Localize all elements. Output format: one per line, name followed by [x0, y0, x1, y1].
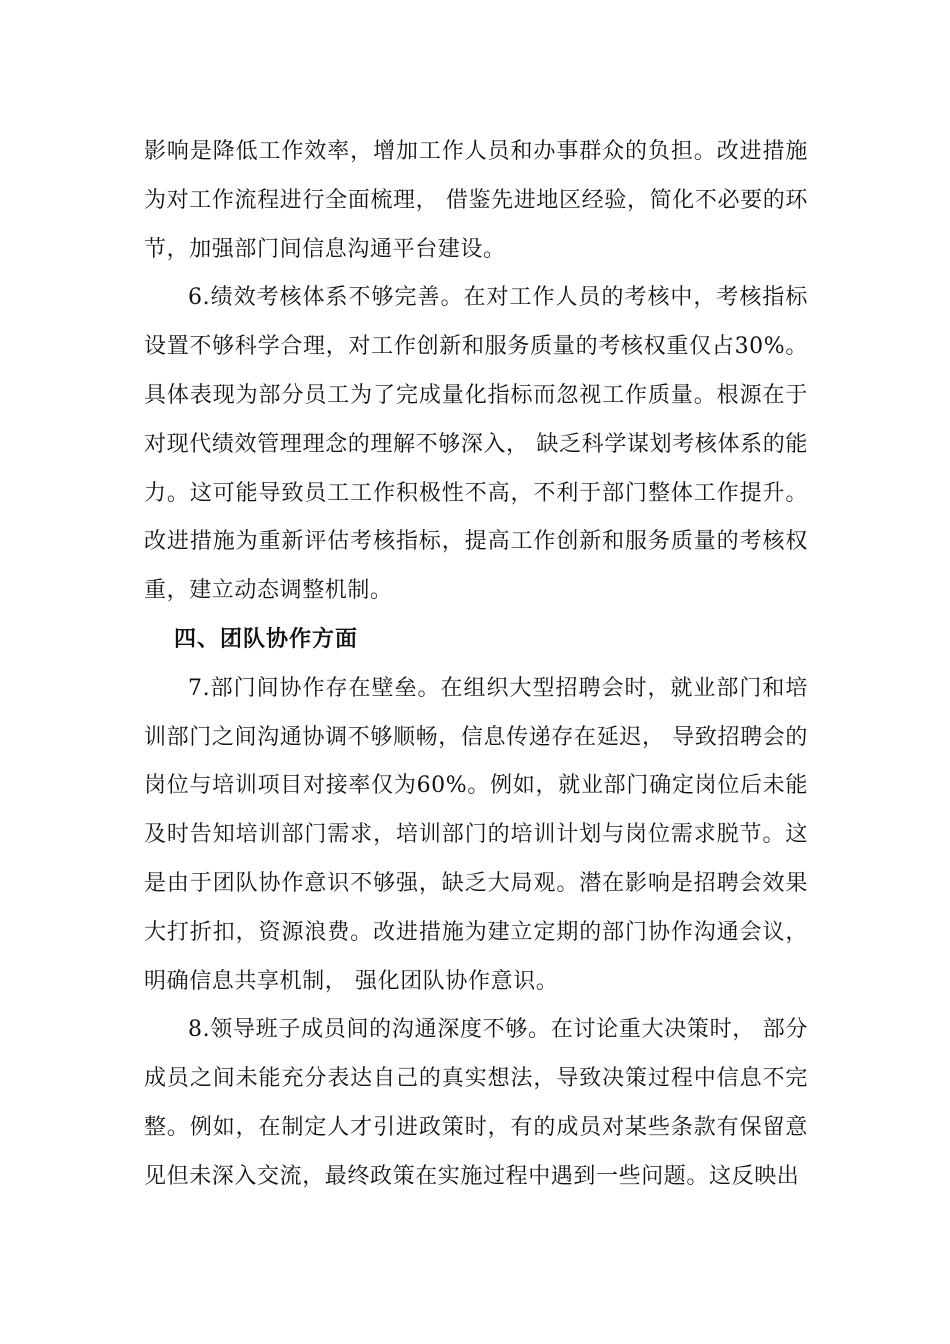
document-page: [144, 128, 808, 1202]
section-heading-team-collaboration: 四、团队协作方面: [174, 626, 359, 652]
paragraph-item-7-department-collaboration: 7.部门间协作存在壁垒。在组织大型招聘会时，就业部门和培训部门之间沟通协调不够顺畅，信息传递存在延迟， 导致招聘会的岗位与培训项目对接率仅为60%。例如，就业部门确定岗位后未能及时告知培训部门需求，培训部门的培训计划与岗位需求脱节。这是由于团队协作意识不够强，缺乏大局观。潜在影响是招聘会效果大打折扣，资源浪费。改进措施为建立定期的部门协作沟通会议，明确信息共享机制， 强化团队协作意识。: [144, 675, 808, 994]
paragraph-continuation: 影响是降低工作效率，增加工作人员和办事群众的负担。改进措施为对工作流程进行全面梳理， 借鉴先进地区经验，简化不必要的环节，加强部门间信息沟通平台建设。: [144, 139, 808, 262]
paragraph-item-8-leadership-communication: 8.领导班子成员间的沟通深度不够。在讨论重大决策时， 部分成员之间未能充分表达自己的真实想法，导致决策过程中信息不完整。例如，在制定人才引进政策时，有的成员对某些条款有保留意见但未深入交流，最终政策在实施过程中遇到一些问题。这反映出: [144, 1017, 808, 1189]
paragraph-item-6-performance-review: 6.绩效考核体系不够完善。在对工作人员的考核中，考核指标设置不够科学合理，对工作创新和服务质量的考核权重仅占30%。具体表现为部分员工为了完成量化指标而忽视工作质量。根源在于对现代绩效管理理念的理解不够深入， 缺乏科学谋划考核体系的能力。这可能导致员工工作积极性不高，不利于部门整体工作提升。改进措施为重新评估考核指标，提高工作创新和服务质量的考核权重，建立动态调整机制。: [144, 285, 808, 604]
